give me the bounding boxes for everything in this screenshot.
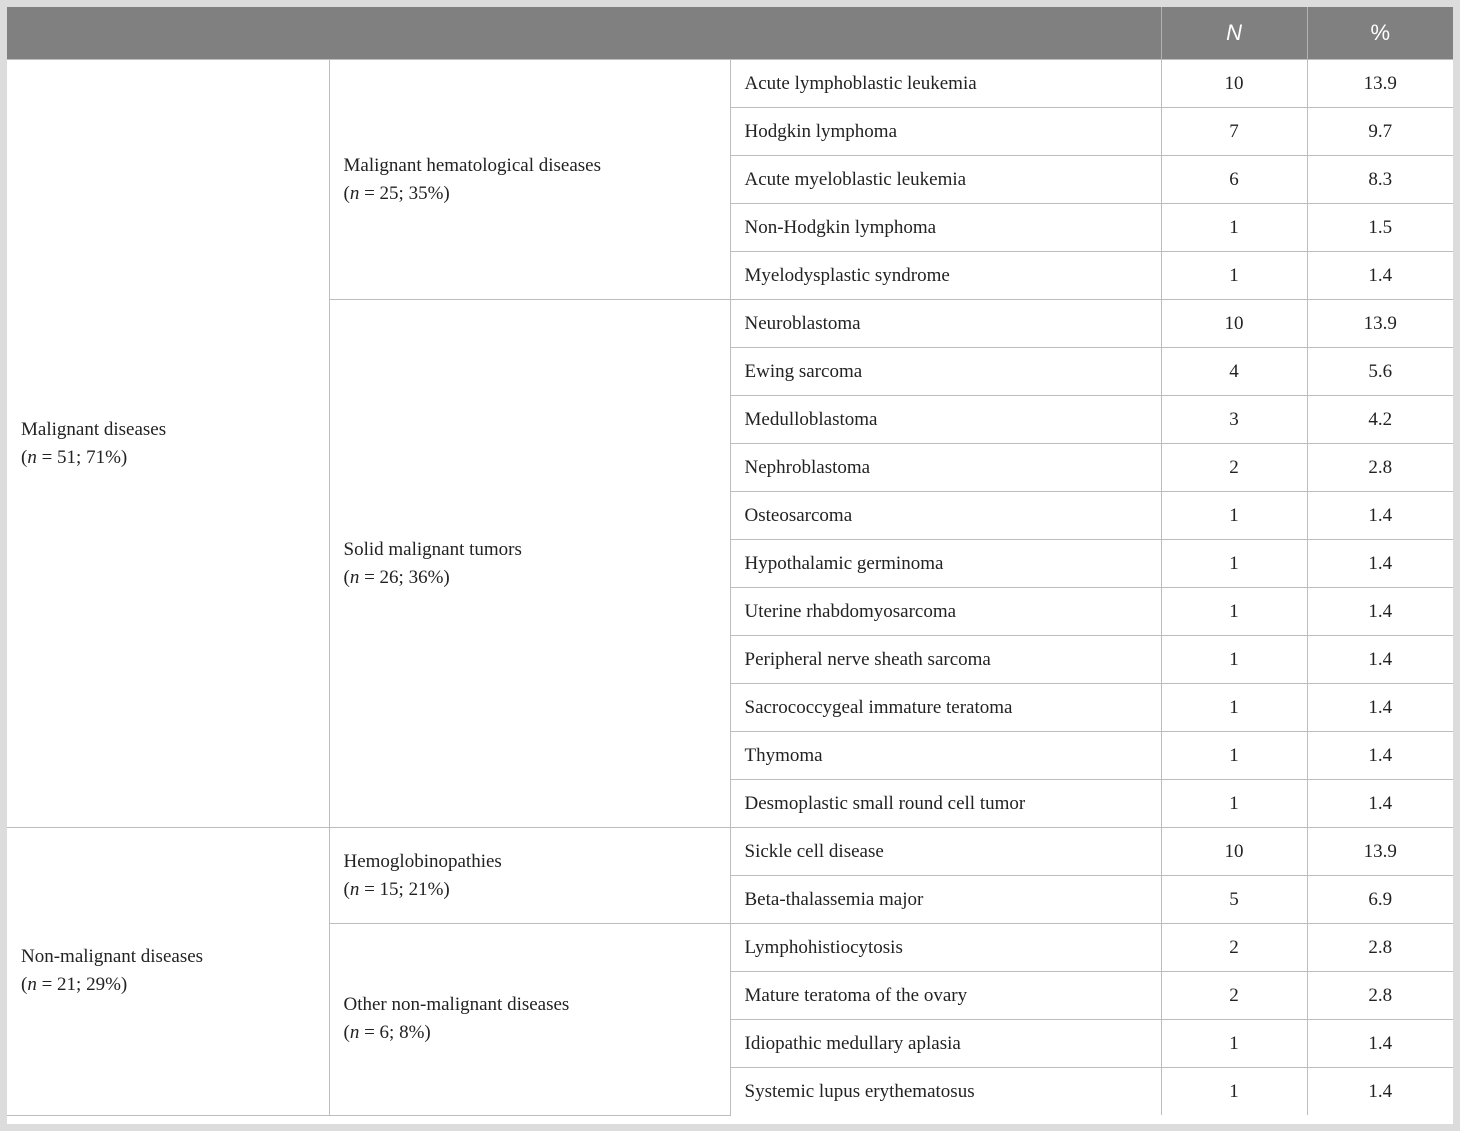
subgroup-label: Solid malignant tumors <box>343 538 522 560</box>
n-cell: 4 <box>1161 348 1307 396</box>
disease-cell: Neuroblastoma <box>730 300 1161 348</box>
disease-cell: Uterine rhabdomyosarcoma <box>730 588 1161 636</box>
percent-cell: 1.4 <box>1307 780 1453 828</box>
n-cell: 2 <box>1161 924 1307 972</box>
table-row <box>7 828 1453 876</box>
percent-cell: 1.4 <box>1307 636 1453 684</box>
table-row <box>7 60 1453 108</box>
percent-cell: 9.7 <box>1307 108 1453 156</box>
subgroup-label: Malignant hematological diseases <box>343 154 601 176</box>
percent-cell: 1.4 <box>1307 732 1453 780</box>
percent-cell: 1.4 <box>1307 684 1453 732</box>
percent-cell: 4.2 <box>1307 396 1453 444</box>
n-cell: 1 <box>1161 204 1307 252</box>
disease-cell: Myelodysplastic syndrome <box>730 252 1161 300</box>
n-cell: 3 <box>1161 396 1307 444</box>
subgroup-label: Other non-malignant diseases <box>343 994 570 1016</box>
disease-cell: Hodgkin lymphoma <box>730 108 1161 156</box>
group-stats: = 21; 29%) <box>36 974 128 996</box>
n-cell: 1 <box>1161 1068 1307 1116</box>
subgroup-label: Hemoglobinopathies <box>343 850 502 872</box>
percent-cell: 2.8 <box>1307 444 1453 492</box>
disease-cell: Thymoma <box>730 732 1161 780</box>
n-cell: 10 <box>1161 60 1307 108</box>
percent-cell: 1.4 <box>1307 588 1453 636</box>
n-cell: 1 <box>1161 780 1307 828</box>
n-cell: 1 <box>1161 636 1307 684</box>
subgroup-stats: = 15; 21%) <box>359 878 450 900</box>
disease-cell: Beta-thalassemia major <box>730 876 1161 924</box>
disease-cell: Nephroblastoma <box>730 444 1161 492</box>
n-cell: 6 <box>1161 156 1307 204</box>
header-n: N <box>1161 7 1307 60</box>
percent-cell: 13.9 <box>1307 60 1453 108</box>
disease-cell: Non-Hodgkin lymphoma <box>730 204 1161 252</box>
n-cell: 10 <box>1161 828 1307 876</box>
disease-cell: Sacrococcygeal immature teratoma <box>730 684 1161 732</box>
n-cell: 1 <box>1161 1020 1307 1068</box>
subgroup-stats: = 25; 35%) <box>359 182 450 204</box>
percent-cell: 2.8 <box>1307 972 1453 1020</box>
n-cell: 2 <box>1161 972 1307 1020</box>
disease-cell: Sickle cell disease <box>730 828 1161 876</box>
n-cell: 1 <box>1161 540 1307 588</box>
n-cell: 1 <box>1161 588 1307 636</box>
disease-cell: Ewing sarcoma <box>730 348 1161 396</box>
percent-cell: 5.6 <box>1307 348 1453 396</box>
percent-cell: 2.8 <box>1307 924 1453 972</box>
disease-cell: Systemic lupus erythematosus <box>730 1068 1161 1116</box>
n-cell: 10 <box>1161 300 1307 348</box>
disease-cell: Osteosarcoma <box>730 492 1161 540</box>
subgroup-stats: = 6; 8%) <box>359 1022 431 1044</box>
percent-cell: 13.9 <box>1307 300 1453 348</box>
disease-cell: Lymphohistiocytosis <box>730 924 1161 972</box>
subgroup-stats: = 26; 36%) <box>359 566 450 588</box>
disease-cell: Mature teratoma of the ovary <box>730 972 1161 1020</box>
subgroup-hemoglobinopathies: Hemoglobinopathies (n = 15; 21%) <box>329 828 730 924</box>
table-frame <box>7 7 1453 1124</box>
n-symbol: n <box>349 878 360 900</box>
n-cell: 1 <box>1161 732 1307 780</box>
disease-cell: Acute lymphoblastic leukemia <box>730 60 1161 108</box>
n-cell: 2 <box>1161 444 1307 492</box>
disease-cell: Idiopathic medullary aplasia <box>730 1020 1161 1068</box>
percent-cell: 1.4 <box>1307 252 1453 300</box>
group-label: Non-malignant diseases <box>21 946 204 968</box>
disease-cell: Medulloblastoma <box>730 396 1161 444</box>
n-symbol: n <box>27 446 37 468</box>
disease-cell: Acute myeloblastic leukemia <box>730 156 1161 204</box>
disease-cell: Hypothalamic germinoma <box>730 540 1161 588</box>
group-stats: = 51; 71%) <box>36 446 128 468</box>
n-cell: 1 <box>1161 684 1307 732</box>
n-cell: 1 <box>1161 252 1307 300</box>
group-malignant: Malignant diseases (n = 51; 71%) <box>7 60 329 828</box>
percent-cell: 1.5 <box>1307 204 1453 252</box>
header-empty-cell <box>7 7 1161 60</box>
percent-cell: 8.3 <box>1307 156 1453 204</box>
disease-cell: Desmoplastic small round cell tumor <box>730 780 1161 828</box>
percent-cell: 1.4 <box>1307 1020 1453 1068</box>
n-cell: 1 <box>1161 492 1307 540</box>
subgroup-other-non-malignant: Other non-malignant diseases (n = 6; 8%) <box>329 924 730 1116</box>
n-symbol: n <box>349 182 360 204</box>
header-percent: % <box>1307 7 1453 60</box>
percent-cell: 13.9 <box>1307 828 1453 876</box>
percent-cell: 1.4 <box>1307 492 1453 540</box>
group-label: Malignant diseases <box>21 418 167 440</box>
n-symbol: n <box>349 1022 360 1044</box>
percent-cell: 1.4 <box>1307 1068 1453 1116</box>
group-non-malignant: Non-malignant diseases (n = 21; 29%) <box>7 828 329 1116</box>
n-symbol: n <box>27 974 37 996</box>
header-row <box>7 7 1453 60</box>
percent-cell: 1.4 <box>1307 540 1453 588</box>
n-cell: 5 <box>1161 876 1307 924</box>
n-symbol: n <box>349 566 360 588</box>
disease-table <box>7 7 1453 1116</box>
disease-cell: Peripheral nerve sheath sarcoma <box>730 636 1161 684</box>
n-cell: 7 <box>1161 108 1307 156</box>
percent-cell: 6.9 <box>1307 876 1453 924</box>
subgroup-hematological: Malignant hematological diseases (n = 25; 35%) <box>329 60 730 300</box>
subgroup-solid: Solid malignant tumors (n = 26; 36%) <box>329 300 730 828</box>
